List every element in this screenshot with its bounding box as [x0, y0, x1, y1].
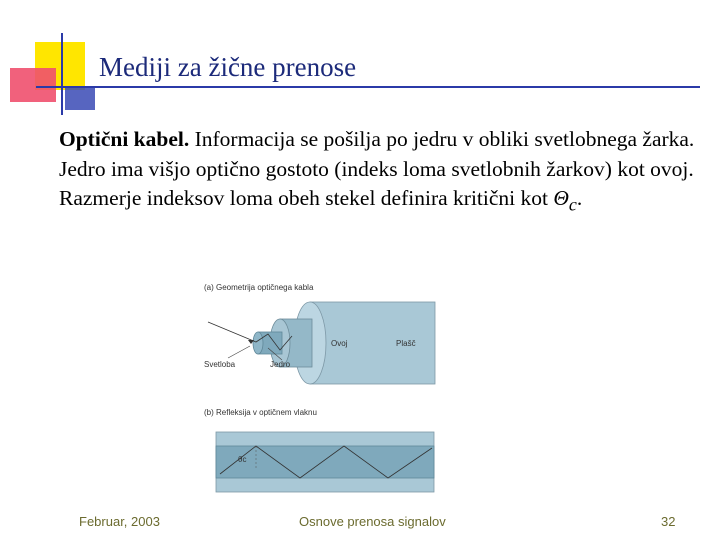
theta-subscript: c	[568, 194, 577, 215]
label-ovoj: Ovoj	[331, 339, 348, 348]
corner-vertical-line	[61, 33, 63, 115]
label-angle: θc	[238, 455, 247, 464]
label-svetloba: Svetloba	[204, 360, 236, 369]
theta-symbol: Θ	[553, 186, 569, 210]
footer-page-number: 32	[661, 514, 676, 529]
fiber-reflection	[216, 432, 434, 492]
corner-horizontal-line	[36, 86, 700, 88]
footer-date: Februar, 2003	[79, 514, 160, 529]
corner-red-square	[10, 68, 56, 102]
label-jedro: Jedro	[270, 360, 291, 369]
optical-cable-figure	[198, 274, 438, 514]
body-text: Informacija se pošilja po jedru v obliki svetlobnega žarka. Jedro ima višjo optično gostoto (indeks loma svetlobnih žarkov) kot ovoj. Razmerje indeksov loma obeh stekel definira kritični kot	[59, 127, 695, 210]
corner-blue-square	[65, 88, 95, 110]
body-end: .	[576, 186, 583, 210]
figure-caption-a: (a) Geometrija optičnega kabla	[204, 283, 314, 292]
body-paragraph	[59, 125, 699, 220]
figure-caption-b: (b) Refleksija v optičnem vlaknu	[204, 408, 317, 417]
label-plasc: Plašč	[396, 339, 416, 348]
footer-title: Osnove prenosa signalov	[299, 514, 446, 529]
page-title: Mediji za žične prenose	[99, 52, 357, 82]
body-bold-lead: Optični kabel.	[59, 127, 190, 151]
